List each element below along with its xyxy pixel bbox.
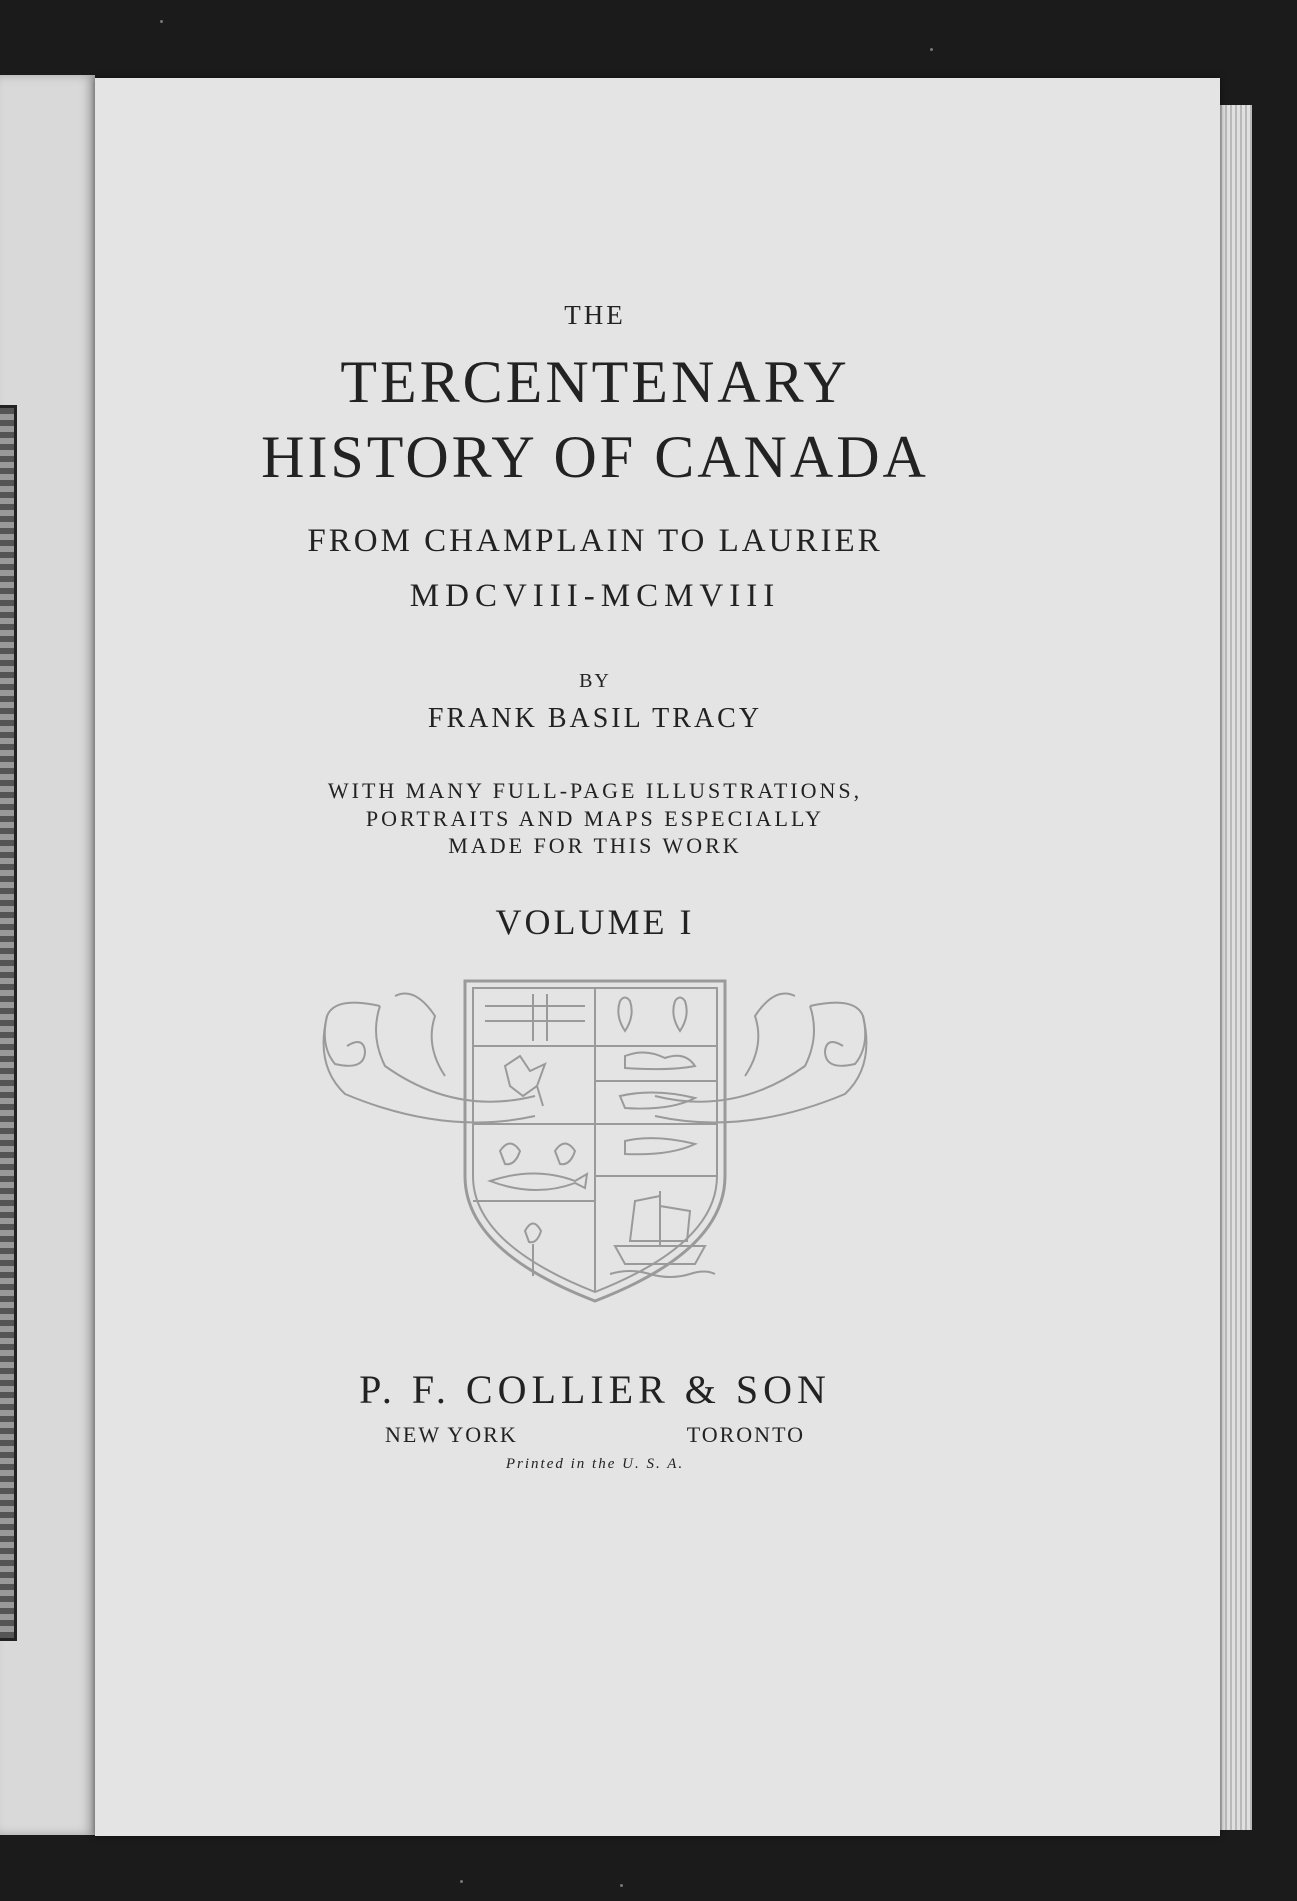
volume-label: VOLUME I xyxy=(495,902,695,942)
publisher-cities xyxy=(385,1422,805,1448)
description-line-3: MADE FOR THIS WORK xyxy=(448,833,742,858)
scan-speck xyxy=(930,48,933,51)
pretitle: THE xyxy=(564,300,626,330)
left-page-ornamental-border xyxy=(0,405,17,1641)
scan-speck xyxy=(460,1880,463,1883)
author-name: FRANK BASIL TRACY xyxy=(427,703,763,734)
roman-numeral-dates: MDCVIII-MCMVIII xyxy=(409,578,781,614)
scan-speck xyxy=(160,20,163,23)
description-line-2: PORTRAITS AND MAPS ESPECIALLY xyxy=(365,806,825,831)
book-title-line-2: HISTORY OF CANADA xyxy=(261,424,929,490)
printed-in-note: Printed in the U. S. A. xyxy=(505,1456,685,1472)
by-label: BY xyxy=(579,670,611,692)
book-subtitle: FROM CHAMPLAIN TO LAURIER xyxy=(307,523,883,559)
book-title-line-1: TERCENTENARY xyxy=(340,349,850,415)
scan-speck xyxy=(620,1884,623,1887)
city-toronto: TORONTO xyxy=(686,1422,805,1447)
description-line-1: WITH MANY FULL-PAGE ILLUSTRATIONS, xyxy=(327,778,863,803)
coat-of-arms-icon xyxy=(275,976,915,1316)
publisher-name: P. F. COLLIER & SON xyxy=(359,1367,831,1412)
left-page-edge xyxy=(0,75,95,1835)
title-page xyxy=(95,78,1220,1836)
city-new-york: NEW YORK xyxy=(385,1422,518,1447)
